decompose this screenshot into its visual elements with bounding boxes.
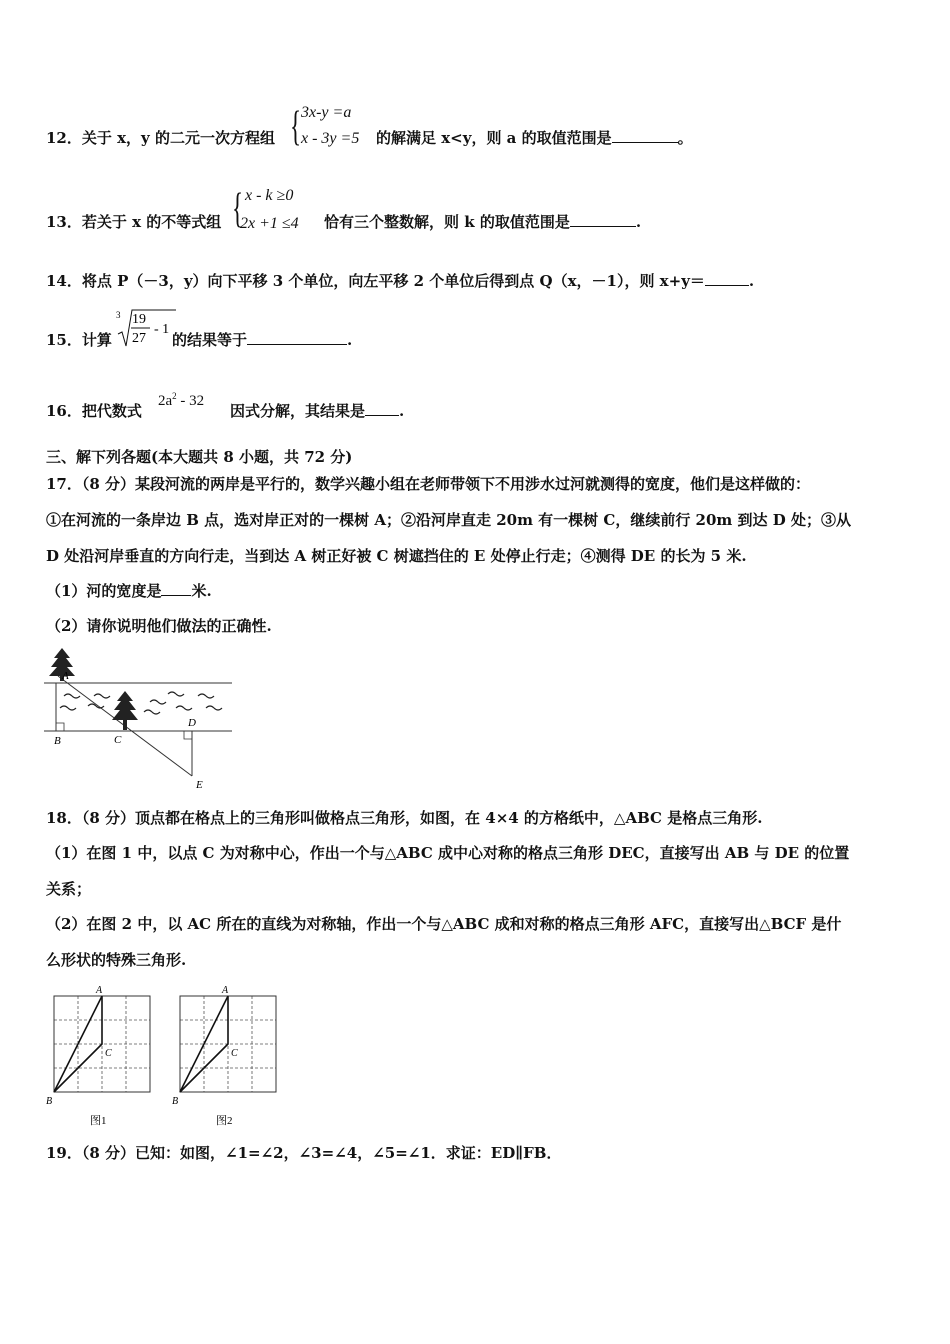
q14-line [46,271,754,291]
q12-post: 的解满足 x<y，则 a 的取值范围是 [376,129,612,147]
q17-sub1 [46,581,212,601]
q13-end: . [635,213,642,231]
q13-line [46,212,221,232]
q16-expr-rest: - 32 [180,393,205,409]
q14-answer-blank[interactable] [705,271,749,286]
q17-river-figure [44,646,236,794]
q12-num: 12． [46,129,82,147]
q18-grid-figure-1 [44,982,156,1130]
q14-end: . [748,272,755,290]
q12-answer-blank[interactable] [612,128,678,143]
q15-cube-root [112,304,176,350]
q17-line3: D 处沿河岸垂直的方向行走，当到达 A 树正好被 C 树遮挡住的 E 处停止行走；④测得 DE 的长为 5 米. [46,547,747,565]
tree-c-icon [112,691,138,730]
q13-answer-blank[interactable] [570,212,636,227]
q19-line: 19．（8 分）已知：如图，∠1=∠2，∠3=∠4，∠5=∠1．求证：ED∥FB． [46,1144,562,1162]
q18-line4: （2）在图 2 中，以 AC 所在的直线为对称轴，作出一个与△ABC 成和对称的格点三角形 AFC，直接写出△BCF 是什 [46,915,842,933]
q16-expr-exp: 2 [172,391,177,401]
label-a: A [62,670,69,682]
q16-expr-base: 2a [158,393,173,409]
q16-answer-blank[interactable] [365,401,399,416]
q15-post: 的结果等于 [172,331,248,349]
q15-post-line [172,330,352,350]
q16-post: 因式分解，其结果是 [230,402,366,420]
q12-pre: 关于 x，y 的二元一次方程组 [81,129,275,147]
q15-answer-blank[interactable] [247,330,347,345]
q13-post: 恰有三个整数解，则 k 的取值范围是 [324,213,570,231]
q13-ineq2: 2x +1 ≤4 [240,215,299,232]
q18-grid-figure-2 [170,982,282,1130]
q16-end: . [399,402,405,420]
q15-denominator: 27 [132,331,146,346]
q13-brace: { [232,186,244,232]
q17-line2: ①在河流的一条岸边 B 点，选对岸正对的一棵树 A；②沿河岸直走 20m 有一棵树 C，继续前行 20m 到达 D 处；③从 [46,511,851,529]
q16-expr [158,391,204,410]
q17-sub1-post: 米. [191,582,212,600]
q12-line [46,128,275,148]
q12-brace: { [290,104,302,150]
q13-post-line [324,212,641,232]
q18-line3: 关系； [46,880,92,898]
q12-post-line [376,128,693,148]
q16-post-line [230,401,404,421]
q17-sub1-pre: （1）河的宽度是 [46,582,162,600]
q15-minus: - 1 [154,322,170,337]
q15-pre: 15．计算 [46,331,112,349]
label-b: B [54,735,61,747]
q17-line1: 17．（8 分）某段河流的两岸是平行的，数学兴趣小组在老师带领下不用涉水过河就测得的宽度，他们是这样做的： [46,475,811,493]
label-d: D [188,717,196,729]
q13-pre: 若关于 x 的不等式组 [81,213,222,231]
section3-title: 三、解下列各题(本大题共 8 小题，共 72 分) [46,448,353,466]
fig1-caption: 图1 [90,1115,107,1127]
fig1-label-c: C [105,1048,112,1059]
q15-numerator: 19 [132,312,146,327]
q12-eq1: 3x-y =a [301,104,352,121]
label-c: C [114,734,122,746]
q17-sub2: （2）请你说明他们做法的正确性. [46,617,272,635]
q16-pre: 16．把代数式 [46,402,142,420]
fig1-label-a: A [96,985,103,996]
fig2-label-c: C [231,1048,238,1059]
fig2-caption: 图2 [216,1115,233,1127]
label-e: E [196,779,203,791]
fig2-label-b: B [172,1096,179,1107]
q15-root-index: 3 [116,310,121,320]
q13-ineq1: x - k ≥0 [245,187,294,204]
fig2-label-a: A [222,985,229,996]
q15-end: . [347,331,353,349]
q18-line2: （1）在图 1 中，以点 C 为对称中心，作出一个与△ABC 成中心对称的格点三角形 DEC，直接写出 AB 与 DE 的位置 [46,844,850,862]
q17-answer-blank[interactable] [161,581,191,596]
q13-num: 13． [46,213,82,231]
q12-end: 。 [677,129,693,147]
q12-eq2: x - 3y =5 [301,130,360,147]
q14-text: 14．将点 P（－3，y）向下平移 3 个单位，向左平移 2 个单位后得到点 Q（x，－1），则 x+y＝ [46,272,705,290]
q18-line5: 么形状的特殊三角形. [46,951,187,969]
q18-line1: 18．（8 分）顶点都在格点上的三角形叫做格点三角形，如图，在 4×4 的方格纸中，△ABC 是格点三角形. [46,809,763,827]
fig1-label-b: B [46,1096,53,1107]
